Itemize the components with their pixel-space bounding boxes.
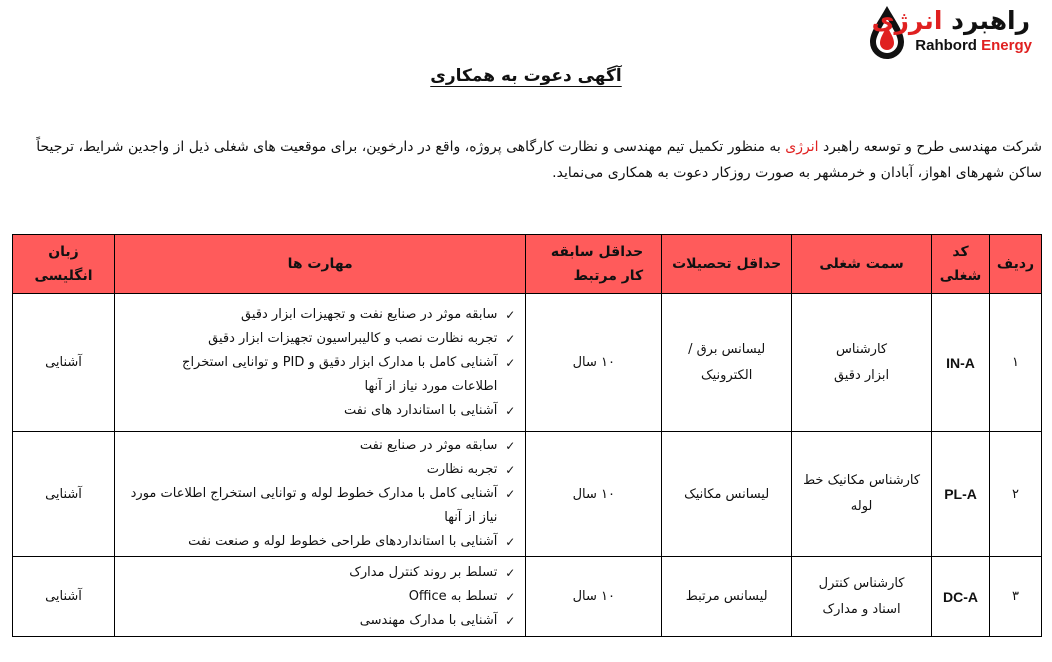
check-icon: ✓: [505, 535, 516, 549]
list-item: ✓ آشنایی کامل با مدارک ابزار دقیق و PID و توانایی استخراج اطلاعات مورد نیاز از آنها: [119, 351, 515, 399]
header-education: حداقل تحصیلات: [662, 235, 792, 294]
list-item: ✓ آشنایی با استانداردهای طراحی خطوط لوله و صنعت نفت: [119, 530, 515, 554]
check-icon: ✓: [505, 463, 516, 477]
header-job-code: کد شغلی: [932, 235, 990, 294]
check-icon: ✓: [505, 403, 516, 418]
job-position: کارشناس ابزار دقیق: [792, 294, 932, 432]
list-item: ✓ تجربه نظارت: [119, 458, 515, 482]
jobs-table: [12, 234, 1042, 637]
job-education: لیسانس مرتبط: [662, 557, 792, 637]
job-english: آشنایی: [13, 294, 115, 432]
list-item: ✓ سابقه موثر در صنایع نفت و تجهیزات ابزار دقیق: [119, 303, 515, 327]
job-education: لیسانس مکانیک: [662, 432, 792, 557]
table-header-row: [13, 235, 1042, 294]
job-skills: [114, 432, 525, 557]
job-code: DC-A: [932, 557, 990, 637]
check-icon: ✓: [505, 487, 516, 501]
check-icon: ✓: [505, 565, 516, 580]
header-row-number: ردیف: [990, 235, 1042, 294]
job-skills: [114, 557, 525, 637]
job-experience: ۱۰ سال: [526, 557, 662, 637]
list-item: ✓ تجربه نظارت نصب و کالیبراسیون تجهیزات ابزار دقیق: [119, 327, 515, 351]
check-icon: ✓: [505, 331, 516, 346]
job-experience: ۱۰ سال: [526, 432, 662, 557]
list-item: ✓ تسلط به Office: [119, 585, 515, 609]
header-position: سمت شغلی: [792, 235, 932, 294]
header-english: زبان انگلیسی: [13, 235, 115, 294]
table-row: [13, 432, 1042, 557]
job-experience: ۱۰ سال: [526, 294, 662, 432]
row-number: ۱: [990, 294, 1042, 432]
job-english: آشنایی: [13, 557, 115, 637]
intro-paragraph: شرکت مهندسی طرح و توسعه راهبرد انرژی به منظور تکمیل تیم مهندسی و نظارت کارگاهی پروژه، واقع در دارخوین، برای موقعیت های شغلی ذیل از واجدین شرایط، ترجیحاً ساکن شهرهای اهواز، آبادان و خرمشهر به صورت روزکار دعوت به همکاری می‌نماید.: [36, 139, 1042, 181]
header-experience: حداقل سابقه کار مرتبط: [526, 235, 662, 294]
company-logo: [868, 4, 1038, 60]
table-row: [13, 294, 1042, 432]
list-item: ✓ آشنایی کامل با مدارک خطوط لوله و توانایی استخراج اطلاعات مورد نیاز از آنها: [119, 482, 515, 530]
list-item: ✓ سابقه موثر در صنایع نفت: [119, 434, 515, 458]
list-item: ✓ آشنایی با مدارک مهندسی: [119, 609, 515, 633]
job-english: آشنایی: [13, 432, 115, 557]
job-code: PL-A: [932, 432, 990, 557]
job-education: لیسانس برق / الکترونیک: [662, 294, 792, 432]
page-title: آگهی دعوت به همکاری: [430, 66, 622, 86]
logo-text-en: Rahbord Energy: [915, 37, 1032, 54]
header-skills: مهارت ها: [114, 235, 525, 294]
job-skills: [114, 294, 525, 432]
job-position: کارشناس کنترل اسناد و مدارک: [792, 557, 932, 637]
row-number: ۳: [990, 557, 1042, 637]
check-icon: ✓: [505, 307, 516, 322]
check-icon: ✓: [505, 589, 516, 604]
row-number: ۲: [990, 432, 1042, 557]
list-item: ✓ آشنایی با استاندارد های نفت: [119, 399, 515, 423]
table-row: [13, 557, 1042, 637]
job-position: کارشناس مکانیک خط لوله: [792, 432, 932, 557]
logo-text-fa: راهبرد انرژی: [871, 6, 1030, 35]
check-icon: ✓: [505, 355, 516, 370]
check-icon: ✓: [505, 439, 516, 453]
list-item: ✓ تسلط بر روند کنترل مدارک: [119, 561, 515, 585]
check-icon: ✓: [505, 613, 516, 628]
job-code: IN-A: [932, 294, 990, 432]
